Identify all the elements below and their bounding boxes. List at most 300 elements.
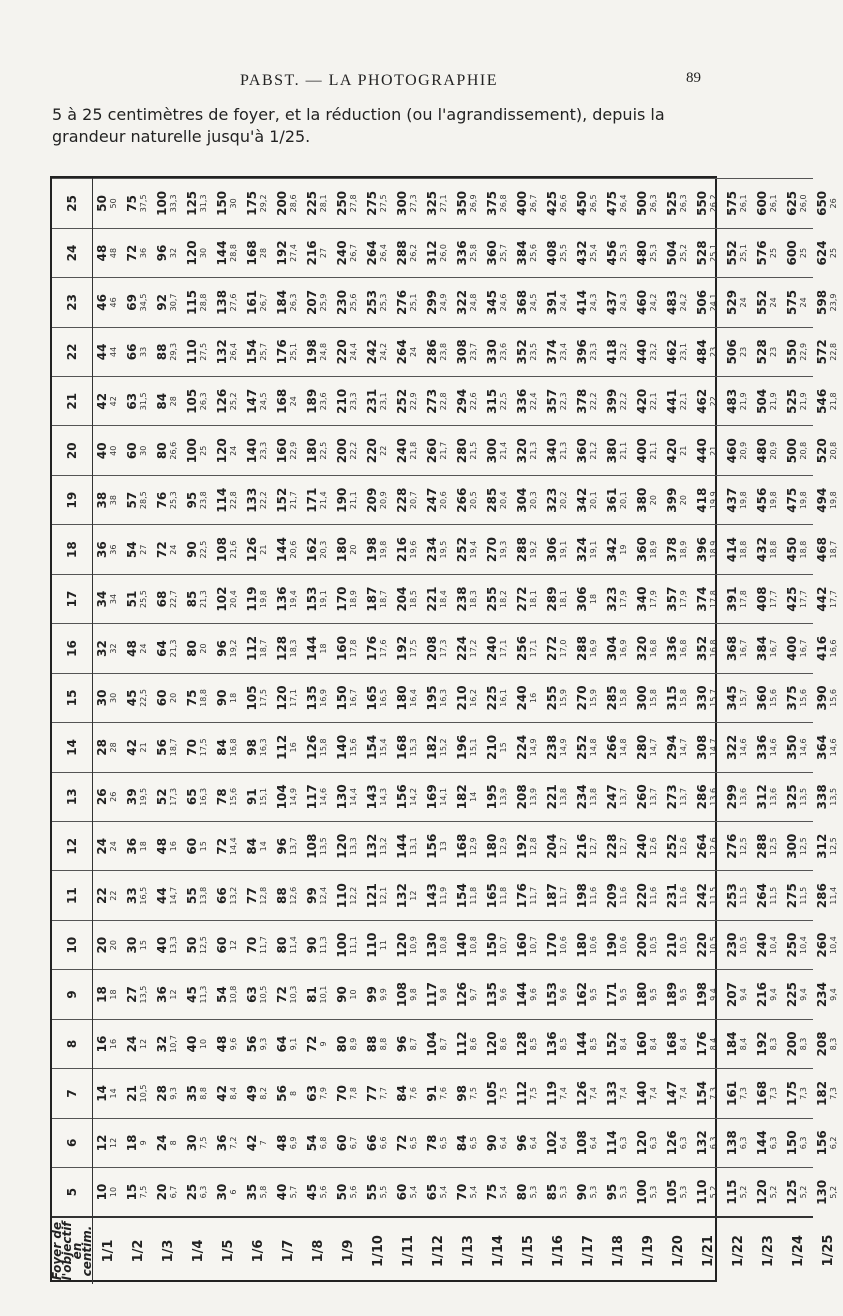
table-cell	[783, 822, 813, 871]
image-distance-value: 8,5	[589, 1037, 598, 1051]
image-distance-value: 14,2	[409, 787, 418, 806]
distance-value: 240	[335, 240, 349, 266]
table-cell	[513, 723, 543, 772]
image-distance-value: 12,6	[649, 837, 658, 856]
image-distance-value: 30	[109, 692, 118, 703]
image-distance-value: 18,7	[169, 738, 178, 757]
distance-value: 30	[215, 1183, 229, 1201]
image-distance-value: 16,1	[499, 689, 508, 707]
distance-value: 42	[215, 1085, 229, 1102]
table-cell	[483, 1019, 513, 1068]
table-cell	[573, 723, 603, 772]
distance-value: 132	[695, 1130, 709, 1156]
distance-value: 209	[365, 487, 379, 513]
image-distance-value: 20,8	[829, 441, 838, 460]
table-cell	[273, 1019, 303, 1068]
distance-value: 44	[155, 887, 169, 905]
image-distance-value: 22,8	[439, 392, 448, 411]
distance-value: 104	[425, 1031, 439, 1057]
ratio-row	[663, 179, 693, 1285]
distance-value: 102	[545, 1130, 559, 1156]
image-distance-value: 5,3	[679, 1185, 688, 1199]
table-cell	[363, 624, 393, 673]
distance-value: 220	[635, 883, 649, 909]
table-cell	[693, 327, 723, 376]
distance-value: 175	[245, 190, 259, 216]
distance-value: 198	[575, 883, 589, 909]
distance-value: 161	[245, 289, 259, 315]
distance-value: 30	[185, 1134, 199, 1152]
table-cell	[273, 723, 303, 772]
distance-value: 154	[245, 339, 259, 365]
table-cell	[423, 179, 453, 229]
image-distance-value: 15,8	[619, 689, 628, 707]
distance-value: 300	[485, 438, 499, 464]
table-cell	[783, 970, 813, 1019]
table-cell	[663, 525, 693, 574]
distance-value: 231	[665, 883, 679, 909]
image-distance-value: 6,2	[829, 1136, 838, 1150]
distance-value: 56	[275, 1085, 289, 1102]
table-cell	[693, 574, 723, 623]
table-cell	[213, 179, 243, 229]
distance-value: 216	[575, 833, 589, 859]
distance-value: 42	[125, 739, 139, 756]
image-distance-value: 24,8	[469, 293, 478, 312]
image-distance-value: 24,6	[499, 293, 508, 312]
ratio-label: 1/14	[483, 1217, 513, 1284]
image-distance-value: 23,9	[829, 293, 838, 312]
distance-value: 312	[755, 784, 769, 810]
image-distance-value: 9	[319, 1041, 328, 1047]
table-cell	[693, 228, 723, 277]
image-distance-value: 26,4	[229, 342, 238, 361]
ratio-row	[513, 179, 543, 1285]
image-distance-value: 26,9	[469, 194, 478, 213]
image-distance-value: 16	[529, 692, 538, 703]
table-cell	[423, 624, 453, 673]
table-cell	[213, 920, 243, 969]
distance-value: 275	[785, 883, 799, 909]
image-distance-value: 8,3	[799, 1037, 808, 1051]
table-cell	[753, 871, 783, 920]
image-distance-value: 9	[139, 1140, 148, 1146]
distance-value: 221	[545, 784, 559, 810]
image-distance-value: 21,4	[499, 441, 508, 460]
table-cell	[663, 673, 693, 722]
image-distance-value: 21,3	[169, 639, 178, 658]
table-cell	[183, 475, 213, 524]
table-cell	[513, 525, 543, 574]
image-distance-value: 8,4	[709, 1037, 718, 1051]
table-cell	[213, 377, 243, 426]
image-distance-value: 15	[499, 742, 508, 753]
image-distance-value: 22,5	[319, 441, 328, 460]
page-header	[0, 72, 800, 96]
image-distance-value: 19,4	[289, 590, 298, 608]
distance-value: 264	[365, 240, 379, 266]
table-cell	[303, 970, 333, 1019]
table-cell	[93, 475, 124, 524]
distance-value: 190	[605, 932, 619, 958]
distance-value: 187	[365, 586, 379, 612]
image-distance-value: 22,9	[799, 342, 808, 361]
table-cell	[213, 673, 243, 722]
image-distance-value: 24,4	[349, 342, 358, 361]
image-distance-value: 13,7	[619, 787, 628, 806]
distance-value: 28	[155, 1085, 169, 1102]
table-cell	[123, 278, 153, 327]
table-cell	[153, 228, 183, 277]
image-distance-value: 18,1	[559, 590, 568, 608]
distance-value: 437	[605, 289, 619, 315]
distance-value: 192	[755, 1031, 769, 1057]
distance-value: 198	[365, 537, 379, 563]
distance-value: 360	[755, 685, 769, 711]
table-cell	[423, 970, 453, 1019]
distance-value: 28	[95, 739, 109, 756]
focal-length-header: 23	[52, 278, 93, 327]
image-distance-value: 7,4	[679, 1087, 688, 1100]
table-cell	[273, 1168, 303, 1217]
table-cell	[573, 970, 603, 1019]
distance-value: 12	[95, 1134, 109, 1152]
distance-value: 96	[515, 1134, 529, 1152]
distance-value: 228	[605, 833, 619, 859]
table-cell	[633, 673, 663, 722]
image-distance-value: 6,7	[169, 1185, 178, 1199]
image-distance-value: 15,4	[379, 738, 388, 757]
image-distance-value: 17,0	[559, 639, 568, 658]
distance-value: 390	[815, 685, 829, 711]
ratio-row	[303, 179, 333, 1285]
table-cell	[423, 1118, 453, 1167]
image-distance-value: 11,5	[709, 886, 718, 905]
distance-value: 44	[95, 343, 109, 361]
distance-value: 270	[575, 685, 589, 711]
table-cell	[333, 772, 363, 821]
image-distance-value: 22	[109, 890, 118, 901]
table-cell	[483, 970, 513, 1019]
table-cell	[753, 1019, 783, 1068]
distance-value: 325	[785, 784, 799, 810]
image-distance-value: 30	[229, 198, 238, 209]
table-cell	[573, 920, 603, 969]
distance-value: 50	[335, 1183, 349, 1201]
image-distance-value: 6,3	[799, 1136, 808, 1150]
distance-value: 42	[245, 1134, 259, 1152]
image-distance-value: 15,6	[829, 689, 838, 707]
table-cell	[513, 1019, 543, 1068]
distance-value: 162	[305, 537, 319, 563]
table-cell	[753, 179, 783, 229]
table-cell	[333, 1168, 363, 1217]
distance-value: 216	[305, 240, 319, 266]
distance-value: 168	[245, 240, 259, 266]
image-distance-value: 14,6	[829, 738, 838, 757]
image-distance-value: 6,5	[439, 1136, 448, 1150]
distance-value: 432	[755, 537, 769, 563]
distance-value: 289	[545, 586, 559, 612]
distance-value: 228	[395, 487, 409, 513]
image-distance-value: 16,5	[379, 689, 388, 707]
image-distance-value: 40	[109, 445, 118, 456]
image-distance-value: 14,7	[649, 738, 658, 757]
image-distance-value: 19	[619, 544, 628, 555]
distance-value: 15	[125, 1183, 139, 1201]
image-distance-value: 17,7	[769, 590, 778, 608]
image-distance-value: 17,3	[439, 639, 448, 658]
distance-value: 437	[725, 487, 739, 513]
image-distance-value: 10,5	[679, 936, 688, 954]
distance-value: 234	[575, 784, 589, 810]
image-distance-value: 20,4	[229, 590, 238, 608]
distance-value: 108	[395, 982, 409, 1008]
distance-value: 72	[155, 541, 169, 558]
table-cell	[153, 1069, 183, 1118]
image-distance-value: 25,4	[589, 244, 598, 262]
table-cell	[753, 574, 783, 623]
image-distance-value: 22,5	[139, 689, 148, 707]
distance-value: 288	[515, 537, 529, 563]
image-distance-value: 6,5	[469, 1136, 478, 1150]
table-cell	[393, 179, 423, 229]
table-cell	[723, 772, 753, 821]
distance-value: 90	[485, 1134, 499, 1152]
table-cell	[453, 624, 483, 673]
table-cell	[633, 525, 663, 574]
distance-value: 378	[665, 537, 679, 563]
rotated-table-wrapper	[50, 178, 838, 1284]
image-distance-value: 42	[109, 396, 118, 407]
distance-value: 40	[95, 442, 109, 460]
distance-value: 220	[365, 438, 379, 464]
table-cell	[813, 179, 843, 229]
ratio-row	[243, 179, 273, 1285]
distance-value: 135	[305, 685, 319, 711]
distance-value: 324	[575, 537, 589, 563]
distance-value: 48	[155, 837, 169, 855]
table-cell	[543, 475, 573, 524]
table-cell	[813, 723, 843, 772]
distance-value: 240	[485, 635, 499, 661]
image-distance-value: 16,4	[409, 689, 418, 707]
image-distance-value: 9,3	[259, 1037, 268, 1051]
table-cell	[753, 475, 783, 524]
image-distance-value: 7	[259, 1140, 268, 1146]
table-cell	[663, 228, 693, 277]
distance-value: 308	[455, 339, 469, 365]
distance-value: 130	[425, 932, 439, 958]
image-distance-value: 21,1	[349, 491, 358, 510]
image-distance-value: 6,6	[379, 1136, 388, 1150]
table-cell	[453, 574, 483, 623]
distance-value: 276	[395, 289, 409, 315]
table-cell	[243, 1019, 273, 1068]
image-distance-value: 7,9	[319, 1087, 328, 1100]
image-distance-value: 24,3	[619, 293, 628, 312]
table-cell	[543, 772, 573, 821]
distance-value: 144	[515, 982, 529, 1008]
table-cell	[483, 278, 513, 327]
image-distance-value: 22,2	[349, 441, 358, 460]
ratio-row	[783, 179, 813, 1285]
distance-value: 132	[365, 833, 379, 859]
table-body	[52, 179, 843, 1285]
table-cell	[213, 475, 243, 524]
distance-value: 546	[815, 388, 829, 414]
table-cell	[633, 970, 663, 1019]
distance-value: 180	[395, 685, 409, 711]
image-distance-value: 17,8	[349, 639, 358, 658]
table-cell	[723, 278, 753, 327]
image-distance-value: 22,3	[559, 392, 568, 411]
table-cell	[633, 278, 663, 327]
image-distance-value: 9,8	[439, 988, 448, 1001]
distance-value: 150	[785, 1130, 799, 1156]
image-distance-value: 26,0	[799, 194, 808, 213]
distance-value: 68	[155, 590, 169, 608]
distance-value: 154	[365, 734, 379, 760]
distance-value: 114	[605, 1130, 619, 1156]
distance-value: 75	[125, 195, 139, 212]
image-distance-value: 6,9	[289, 1136, 298, 1150]
image-distance-value: 18	[589, 593, 598, 605]
table-cell	[243, 871, 273, 920]
image-distance-value: 19,3	[499, 540, 508, 559]
distance-value: 208	[515, 784, 529, 810]
distance-value: 63	[245, 986, 259, 1003]
table-cell	[123, 525, 153, 574]
image-distance-value: 5,2	[739, 1185, 748, 1199]
image-distance-value: 21,3	[529, 441, 538, 460]
image-distance-value: 19,2	[229, 639, 238, 658]
table-cell	[303, 426, 333, 475]
table-cell	[273, 970, 303, 1019]
table-cell	[783, 278, 813, 327]
distance-value: 80	[185, 640, 199, 657]
image-distance-value: 19,8	[829, 491, 838, 510]
table-cell	[273, 772, 303, 821]
image-distance-value: 17,1	[499, 639, 508, 658]
table-cell	[273, 1118, 303, 1167]
table-cell	[633, 228, 663, 277]
table-cell	[213, 278, 243, 327]
distance-value: 150	[215, 190, 229, 216]
table-cell	[303, 377, 333, 426]
image-distance-value: 23,5	[529, 342, 538, 361]
image-distance-value: 15,8	[679, 689, 688, 707]
distance-value: 150	[335, 685, 349, 711]
distance-value: 500	[785, 438, 799, 464]
image-distance-value: 34	[109, 593, 118, 605]
table-cell	[693, 1168, 723, 1217]
distance-value: 322	[455, 289, 469, 315]
table-cell	[693, 871, 723, 920]
table-cell	[603, 525, 633, 574]
table-cell	[573, 475, 603, 524]
table-cell	[633, 871, 663, 920]
distance-value: 45	[305, 1183, 319, 1201]
distance-value: 40	[155, 936, 169, 954]
distance-value: 210	[665, 932, 679, 958]
distance-value: 340	[545, 438, 559, 464]
image-distance-value: 16,8	[709, 639, 718, 658]
image-distance-value: 34,5	[139, 293, 148, 312]
distance-value: 36	[125, 837, 139, 855]
distance-value: 63	[125, 392, 139, 410]
distance-value: 180	[485, 833, 499, 859]
distance-value: 110	[335, 883, 349, 909]
distance-value: 210	[335, 388, 349, 414]
image-distance-value: 18,8	[199, 689, 208, 707]
distance-value: 352	[515, 339, 529, 365]
table-cell	[543, 179, 573, 229]
focal-length-header: 21	[52, 377, 93, 426]
table-cell	[243, 970, 273, 1019]
image-distance-value: 28,6	[289, 194, 298, 213]
image-distance-value: 10,3	[289, 985, 298, 1004]
distance-value: 90	[185, 541, 199, 558]
table-cell	[693, 475, 723, 524]
distance-value: 440	[635, 339, 649, 365]
table-cell	[363, 426, 393, 475]
image-distance-value: 5,4	[409, 1185, 418, 1199]
table-cell	[753, 624, 783, 673]
image-distance-value: 22,2	[589, 392, 598, 411]
distance-value: 357	[665, 586, 679, 612]
distance-value: 153	[545, 982, 559, 1008]
image-distance-value: 17,9	[649, 590, 658, 608]
image-distance-value: 9,5	[679, 988, 688, 1001]
image-distance-value: 5,7	[289, 1185, 298, 1199]
image-distance-value: 15,7	[739, 689, 748, 707]
table-cell	[273, 327, 303, 376]
image-distance-value: 11,6	[619, 886, 628, 905]
distance-value: 76	[155, 491, 169, 509]
distance-value: 70	[335, 1085, 349, 1102]
distance-value: 250	[335, 190, 349, 216]
ratio-label: 1/17	[573, 1217, 603, 1284]
image-distance-value: 12,8	[259, 886, 268, 905]
image-distance-value: 8,6	[499, 1037, 508, 1051]
ratio-label: 1/2	[123, 1217, 153, 1284]
image-distance-value: 19,8	[739, 491, 748, 510]
distance-value: 192	[395, 635, 409, 661]
table-cell	[573, 1069, 603, 1118]
image-distance-value: 6,4	[559, 1136, 568, 1150]
distance-value: 114	[215, 487, 229, 513]
distance-value: 450	[575, 190, 589, 216]
table-cell	[153, 822, 183, 871]
distance-value: 204	[545, 833, 559, 859]
image-distance-value: 20	[169, 692, 178, 703]
distance-value: 60	[185, 837, 199, 855]
ratio-label: 1/16	[543, 1217, 573, 1284]
distance-value: 294	[455, 388, 469, 414]
distance-value: 330	[695, 685, 709, 711]
distance-value: 72	[305, 1035, 319, 1053]
distance-value: 126	[665, 1130, 679, 1156]
image-distance-value: 11,1	[349, 936, 358, 954]
table-cell	[123, 377, 153, 426]
image-distance-value: 24,2	[679, 293, 688, 312]
table-cell	[123, 1019, 153, 1068]
image-distance-value: 20,8	[799, 441, 808, 460]
table-cell	[543, 624, 573, 673]
image-distance-value: 13,8	[199, 886, 208, 905]
image-distance-value: 26,3	[679, 194, 688, 213]
